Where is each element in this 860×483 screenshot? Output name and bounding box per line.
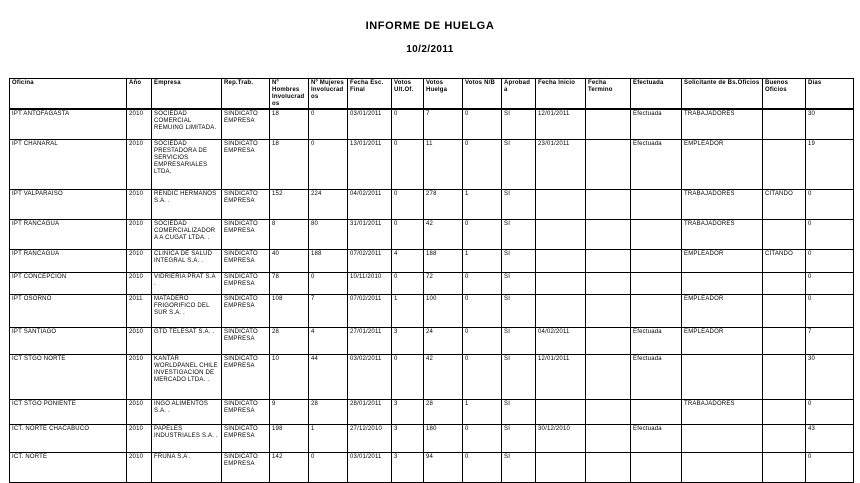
cell: KANTAR WORLDPANEL CHILE INVESTIGACION DE MERCADO LTDA. . [152, 354, 222, 399]
cell: ICT. NORTE CHACABUCO [10, 424, 127, 452]
cell: 2011 [127, 294, 152, 327]
cell: 43 [806, 424, 854, 452]
column-header: Rep.Trab. [222, 79, 270, 110]
cell: 7 [806, 327, 854, 354]
cell: SI [502, 399, 536, 424]
cell [631, 219, 682, 249]
cell: CITANDO [763, 189, 806, 219]
column-header: Votos N/B [463, 79, 502, 110]
cell: 27/12/2010 [348, 424, 392, 452]
cell: SINDICATO EMPRESA [222, 139, 270, 189]
cell [763, 272, 806, 294]
cell: 2010 [127, 249, 152, 272]
cell: 2010 [127, 452, 152, 482]
cell: 30/12/2010 [536, 424, 586, 452]
page-title: INFORME DE HUELGA [365, 20, 495, 32]
column-header: Días [806, 79, 854, 110]
cell: 0 [392, 189, 424, 219]
cell: 1 [463, 399, 502, 424]
cell [631, 294, 682, 327]
cell: SOCIEDAD COMERCIALIZADORA A CUGAT LTDA. . [152, 219, 222, 249]
cell: 224 [309, 189, 348, 219]
cell: 07/02/2011 [348, 294, 392, 327]
cell: 30 [806, 109, 854, 139]
cell: 0 [463, 219, 502, 249]
column-header: Fecha Termino [586, 79, 631, 110]
cell: 0 [309, 272, 348, 294]
table-row [10, 189, 854, 219]
cell: SI [502, 189, 536, 219]
cell: 0 [463, 139, 502, 189]
cell: 13/01/2011 [348, 139, 392, 189]
cell [586, 424, 631, 452]
cell [586, 109, 631, 139]
cell [763, 327, 806, 354]
cell: 0 [806, 189, 854, 219]
cell: 12/01/2011 [536, 109, 586, 139]
cell: 78 [270, 272, 309, 294]
cell: 0 [463, 272, 502, 294]
cell [586, 327, 631, 354]
cell: IPT RANCAGUA [10, 219, 127, 249]
cell: 0 [806, 294, 854, 327]
cell: ICT STGO PONIENTE [10, 399, 127, 424]
table-row [10, 109, 854, 139]
cell: 42 [424, 219, 463, 249]
cell: IPT VALPARAISO [10, 189, 127, 219]
cell: 0 [392, 219, 424, 249]
cell [536, 399, 586, 424]
cell [631, 452, 682, 482]
cell [536, 452, 586, 482]
cell: 2010 [127, 327, 152, 354]
report-date: 10/2/2011 [406, 44, 454, 55]
cell [586, 294, 631, 327]
cell [631, 272, 682, 294]
cell: 1 [392, 294, 424, 327]
cell: IPT CHAÑARAL [10, 139, 127, 189]
cell: 28 [270, 327, 309, 354]
cell: 2010 [127, 424, 152, 452]
cell: IPT CONCEPCION [10, 272, 127, 294]
cell: 27/01/2011 [348, 327, 392, 354]
cell: 7 [309, 294, 348, 327]
column-header: Votos Huelga [424, 79, 463, 110]
cell: SINDICATO EMPRESA [222, 452, 270, 482]
cell [586, 399, 631, 424]
cell: 152 [270, 189, 309, 219]
table-row [10, 424, 854, 452]
cell [763, 294, 806, 327]
cell: SI [502, 294, 536, 327]
cell [586, 249, 631, 272]
cell: 142 [270, 452, 309, 482]
cell: SINDICATO EMPRESA [222, 399, 270, 424]
cell [586, 354, 631, 399]
table-row [10, 452, 854, 482]
cell [763, 424, 806, 452]
cell: CITANDO [763, 249, 806, 272]
cell [586, 219, 631, 249]
cell: 0 [392, 272, 424, 294]
cell: TRABAJADORES [682, 189, 763, 219]
cell: EMPLEADOR [682, 327, 763, 354]
cell: 0 [806, 249, 854, 272]
cell [631, 189, 682, 219]
cell: 8 [270, 219, 309, 249]
cell: 0 [392, 109, 424, 139]
cell: 1 [463, 249, 502, 272]
cell: SI [502, 452, 536, 482]
cell: SI [502, 219, 536, 249]
cell: SINDICATO EMPRESA [222, 327, 270, 354]
cell: 3 [392, 452, 424, 482]
cell: INGO ALIMENTOS S.A. . [152, 399, 222, 424]
column-header: Oficina [10, 79, 127, 110]
table-header [10, 79, 854, 110]
cell: 0 [463, 452, 502, 482]
cell: SI [502, 272, 536, 294]
cell: ICT. NORTE [10, 452, 127, 482]
cell: SINDICATO EMPRESA [222, 219, 270, 249]
cell: 80 [309, 219, 348, 249]
cell: SI [502, 139, 536, 189]
cell: 07/02/2011 [348, 249, 392, 272]
cell [763, 109, 806, 139]
cell: 4 [392, 249, 424, 272]
cell: SI [502, 424, 536, 452]
cell: SOCIEDAD COMERCIAL REMUING LIMITADA. [152, 109, 222, 139]
cell: 28 [309, 399, 348, 424]
header-row [10, 79, 854, 110]
cell: SINDICATO EMPRESA [222, 109, 270, 139]
cell: MATADERO FRIGORIFICO DEL SUR S.A. . [152, 294, 222, 327]
cell: 94 [424, 452, 463, 482]
cell: TRABAJADORES [682, 109, 763, 139]
cell: 0 [309, 139, 348, 189]
cell: Efectuada [631, 354, 682, 399]
table-row [10, 219, 854, 249]
cell: CLINICA DE SALUD INTEGRAL S.A. . [152, 249, 222, 272]
cell: 2010 [127, 354, 152, 399]
cell: 3 [392, 424, 424, 452]
cell: Efectuada [631, 109, 682, 139]
cell: 28/01/2011 [348, 399, 392, 424]
cell: 03/02/2011 [348, 354, 392, 399]
cell: Efectuada [631, 327, 682, 354]
cell: Efectuada [631, 139, 682, 189]
cell: 3 [392, 399, 424, 424]
cell: 23/01/2011 [536, 139, 586, 189]
cell: IPT ANTOFAGASTA [10, 109, 127, 139]
cell: SI [502, 327, 536, 354]
cell: EMPLEADOR [682, 249, 763, 272]
table-row [10, 139, 854, 189]
column-header: Nº Mujeres Involucrados [309, 79, 348, 110]
column-header: Nº Hombres Involucrados [270, 79, 309, 110]
cell: 0 [806, 452, 854, 482]
cell: 19 [806, 139, 854, 189]
cell: 0 [463, 354, 502, 399]
column-header: Efectuada [631, 79, 682, 110]
cell: SINDICATO EMPRESA [222, 354, 270, 399]
table-row [10, 272, 854, 294]
cell: EMPLEADOR [682, 139, 763, 189]
cell: 44 [309, 354, 348, 399]
cell: 18 [270, 139, 309, 189]
cell: 11 [424, 139, 463, 189]
column-header: Fecha Esc. Final [348, 79, 392, 110]
cell [586, 139, 631, 189]
cell: 31/01/2011 [348, 219, 392, 249]
cell: 108 [270, 294, 309, 327]
cell: 0 [309, 109, 348, 139]
table-row [10, 249, 854, 272]
cell: SI [502, 249, 536, 272]
strike-report-table [9, 78, 854, 483]
cell [536, 294, 586, 327]
cell: 0 [392, 139, 424, 189]
cell: 100 [424, 294, 463, 327]
column-header: Año [127, 79, 152, 110]
cell: 10/11/2010 [348, 272, 392, 294]
column-header: Solicitante de Bs.Oficios [682, 79, 763, 110]
cell [682, 354, 763, 399]
cell: 9 [270, 399, 309, 424]
cell: 188 [309, 249, 348, 272]
column-header: Empresa [152, 79, 222, 110]
table-row [10, 354, 854, 399]
cell [763, 399, 806, 424]
cell [682, 424, 763, 452]
cell: 2010 [127, 219, 152, 249]
cell: SINDICATO EMPRESA [222, 294, 270, 327]
column-header: Fecha Inicio [536, 79, 586, 110]
cell: 278 [424, 189, 463, 219]
cell: RENDIC HERMANOS S.A. . [152, 189, 222, 219]
cell: 04/02/2011 [536, 327, 586, 354]
table-body [10, 109, 854, 482]
cell: 03/01/2011 [348, 109, 392, 139]
column-header: Votos Ult.Of. [392, 79, 424, 110]
cell: 198 [270, 424, 309, 452]
cell: 40 [270, 249, 309, 272]
cell: 18 [270, 109, 309, 139]
cell: 04/02/2011 [348, 189, 392, 219]
cell [536, 189, 586, 219]
cell: 0 [463, 109, 502, 139]
table-row [10, 399, 854, 424]
cell [682, 272, 763, 294]
cell: 3 [392, 327, 424, 354]
cell: SINDICATO EMPRESA [222, 249, 270, 272]
cell: SINDICATO EMPRESA [222, 272, 270, 294]
cell [586, 189, 631, 219]
table-row [10, 327, 854, 354]
cell [763, 139, 806, 189]
cell: 180 [424, 424, 463, 452]
cell: SINDICATO EMPRESA [222, 189, 270, 219]
cell: GTD TELESAT S.A. . [152, 327, 222, 354]
cell: 188 [424, 249, 463, 272]
cell: 2010 [127, 139, 152, 189]
cell [536, 272, 586, 294]
cell [631, 249, 682, 272]
cell: 10 [270, 354, 309, 399]
cell: FRUNA S.A . [152, 452, 222, 482]
cell: VIDRIERIA PRAT S.A . [152, 272, 222, 294]
cell: 24 [424, 327, 463, 354]
cell: IPT SANTIAGO [10, 327, 127, 354]
cell: 0 [806, 399, 854, 424]
cell: SI [502, 109, 536, 139]
cell [763, 354, 806, 399]
cell: SINDICATO EMPRESA [222, 424, 270, 452]
cell [631, 399, 682, 424]
cell: 2010 [127, 399, 152, 424]
cell [763, 219, 806, 249]
cell: 42 [424, 354, 463, 399]
cell: 0 [392, 354, 424, 399]
cell: 7 [424, 109, 463, 139]
column-header: Buenos Oficios [763, 79, 806, 110]
cell: 0 [463, 327, 502, 354]
cell [763, 452, 806, 482]
cell: 0 [463, 294, 502, 327]
column-header: Aprobada [502, 79, 536, 110]
cell: 0 [309, 452, 348, 482]
cell: 72 [424, 272, 463, 294]
cell: IPT OSORNO [10, 294, 127, 327]
cell: IPT RANCAGUA [10, 249, 127, 272]
cell: ICT STGO NORTE [10, 354, 127, 399]
cell [536, 219, 586, 249]
cell: SI [502, 354, 536, 399]
cell: 0 [806, 272, 854, 294]
cell [682, 452, 763, 482]
cell: 4 [309, 327, 348, 354]
cell: Efectuada [631, 424, 682, 452]
cell: 1 [309, 424, 348, 452]
cell [586, 452, 631, 482]
cell: 2010 [127, 272, 152, 294]
table-row [10, 294, 854, 327]
cell [586, 272, 631, 294]
cell: 0 [463, 424, 502, 452]
cell: 2010 [127, 189, 152, 219]
cell: 2010 [127, 109, 152, 139]
cell: 03/01/2011 [348, 452, 392, 482]
cell: 28 [424, 399, 463, 424]
cell: 0 [806, 219, 854, 249]
cell: 30 [806, 354, 854, 399]
cell: TRABAJADORES [682, 399, 763, 424]
cell: TRABAJADORES [682, 219, 763, 249]
cell: EMPLEADOR [682, 294, 763, 327]
cell: 12/01/2011 [536, 354, 586, 399]
cell: 1 [463, 189, 502, 219]
cell: SOCIEDAD PRESTADORA DE SERVICIOS EMPRESARIALES LTDA. [152, 139, 222, 189]
cell [536, 249, 586, 272]
cell: PAPELES INDUSTRIALES S.A. . [152, 424, 222, 452]
